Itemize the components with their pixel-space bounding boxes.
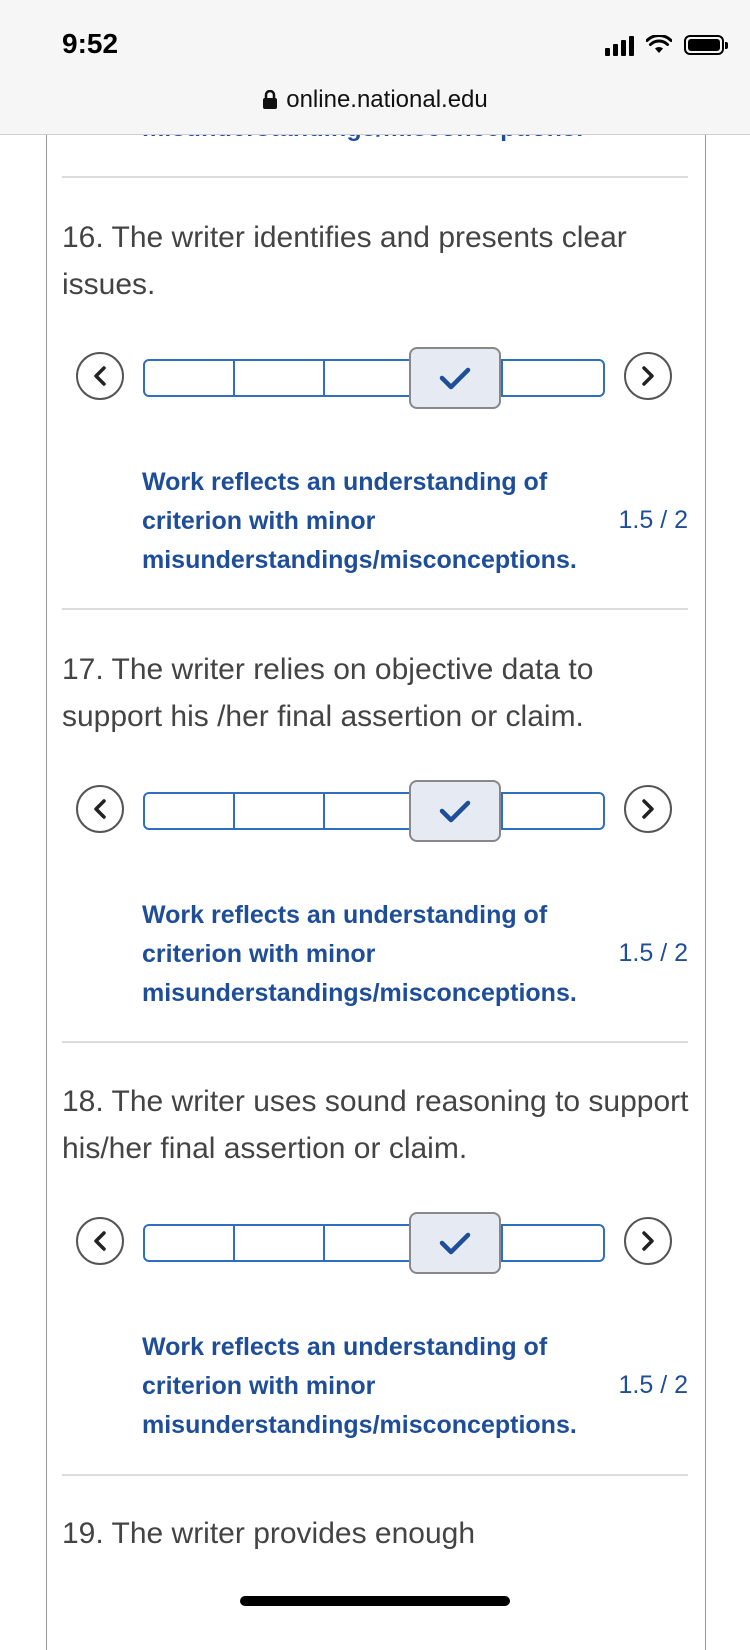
- criterion-score: 1.5 / 2: [618, 1371, 688, 1399]
- lock-icon: [262, 90, 278, 110]
- divider: [62, 1041, 688, 1043]
- level-selector: [76, 778, 672, 842]
- chevron-right-icon: [639, 1230, 657, 1252]
- chevron-left-icon: [91, 798, 109, 820]
- level-description: Work reflects an understanding of criterion with minor misunderstandings/misconceptions.: [142, 468, 577, 574]
- chevron-right-icon: [639, 365, 657, 387]
- url-text: online.national.edu: [286, 86, 488, 113]
- browser-topbar: [0, 0, 750, 135]
- chevron-left-icon: [91, 1230, 109, 1252]
- segment-divider: [501, 1226, 503, 1260]
- signal-icon: [605, 34, 634, 56]
- wifi-icon: [646, 35, 672, 55]
- level-description: Work reflects an understanding of criterion with minor misunderstandings/misconceptions.: [142, 901, 577, 1007]
- level-description: Work reflects an understanding of criterion with minor misunderstandings/misconceptions.: [142, 1333, 577, 1439]
- level-selector: [76, 345, 672, 409]
- divider: [62, 1474, 688, 1476]
- home-indicator[interactable]: [240, 1596, 510, 1606]
- criterion-title: 19. The writer provides enough: [62, 1517, 476, 1550]
- url-bar[interactable]: [0, 86, 750, 114]
- criterion-score: 1.5 / 2: [618, 506, 688, 534]
- divider: [62, 176, 688, 178]
- chevron-left-icon: [91, 365, 109, 387]
- next-level-button[interactable]: [624, 785, 672, 833]
- status-time: 9:52: [62, 28, 119, 59]
- segment-divider: [501, 794, 503, 828]
- next-level-button[interactable]: [624, 1217, 672, 1265]
- checkmark-icon: [438, 365, 472, 391]
- next-level-button[interactable]: [624, 352, 672, 400]
- level-segments: [143, 359, 605, 397]
- selected-level-segment[interactable]: [409, 780, 501, 842]
- previous-level-button[interactable]: [76, 785, 124, 833]
- selected-level-segment[interactable]: [409, 347, 501, 409]
- criterion-title: 18. The writer uses sound reasoning to support his/her final assertion or claim.: [62, 1085, 689, 1165]
- checkmark-icon: [438, 1230, 472, 1256]
- selected-level-segment[interactable]: [409, 1212, 501, 1274]
- battery-icon: [684, 35, 724, 55]
- previous-level-button[interactable]: [76, 1217, 124, 1265]
- checkmark-icon: [438, 798, 472, 824]
- chevron-right-icon: [639, 798, 657, 820]
- level-segments: [143, 792, 605, 830]
- segment-divider: [323, 794, 325, 828]
- segment-divider: [233, 794, 235, 828]
- level-segments: [143, 1224, 605, 1262]
- previous-level-button[interactable]: [76, 352, 124, 400]
- segment-divider: [323, 1226, 325, 1260]
- criterion-score: 1.5 / 2: [618, 939, 688, 967]
- status-icons: [605, 30, 724, 60]
- segment-divider: [233, 1226, 235, 1260]
- segment-divider: [501, 361, 503, 395]
- divider: [62, 608, 688, 610]
- criterion-title: 16. The writer identifies and presents clear issues.: [62, 221, 627, 301]
- level-selector: [76, 1210, 672, 1274]
- segment-divider: [233, 361, 235, 395]
- segment-divider: [323, 361, 325, 395]
- criterion-title: 17. The writer relies on objective data to support his /her final assertion or claim.: [62, 653, 594, 733]
